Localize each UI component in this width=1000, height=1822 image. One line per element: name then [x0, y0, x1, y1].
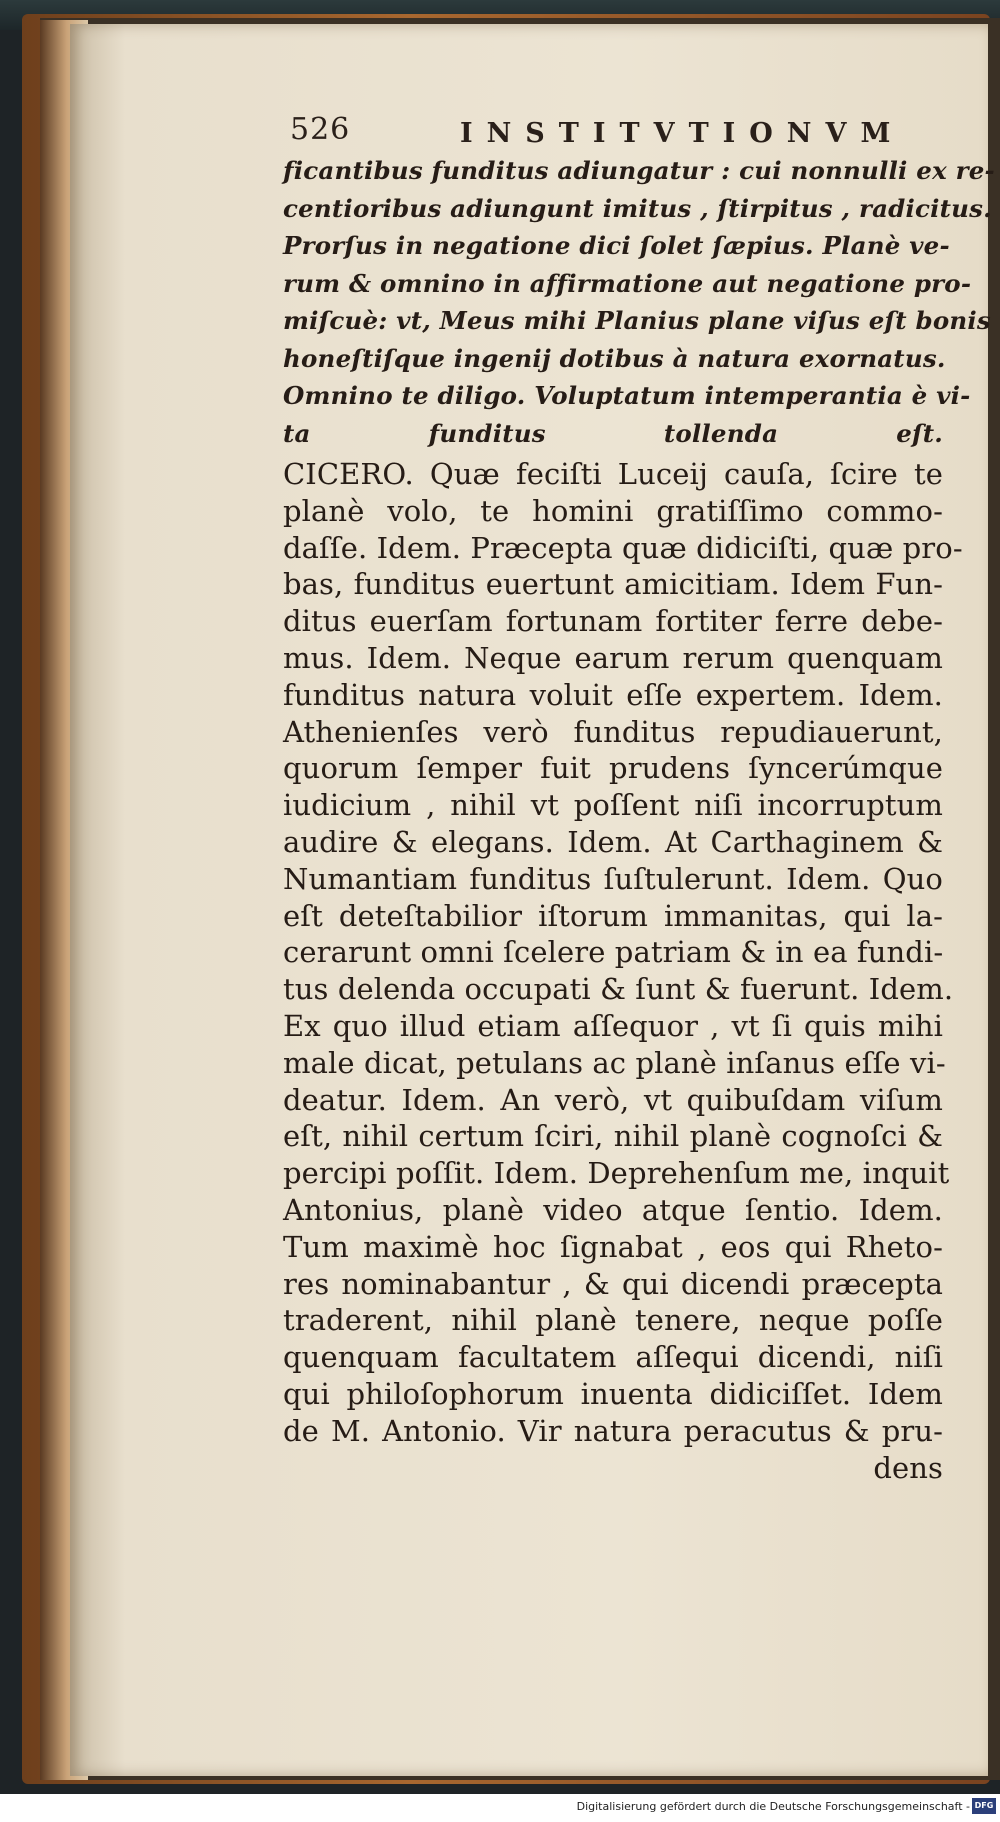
text-line: Prorſus in negatione dici ſolet ſæpius. Planè ve-: [283, 231, 950, 260]
text-line: deatur. Idem. An verò, vt quibuſdam viſum: [283, 1082, 943, 1117]
text-line: CICERO. Quæ feciſti Luceij cauſa, ſcire te: [283, 457, 943, 491]
page-number: 526: [290, 112, 351, 147]
dfg-logo: DFG: [972, 1798, 996, 1814]
text-line: res nominabantur , & qui dicendi præcepta: [283, 1266, 943, 1301]
digitization-footer: [0, 1794, 1000, 1822]
text-line: eſt, nihil certum ſciri, nihil planè cognoſci &: [283, 1119, 943, 1154]
text-line: de M. Antonio. Vir natura peracutus & pru-: [283, 1413, 943, 1448]
text-line: iudicium , nihil vt poſſent niſi incorruptum: [283, 788, 943, 823]
catchword: dens: [873, 1450, 943, 1485]
text-line: funditus natura voluit eſſe expertem. Idem.: [283, 677, 943, 712]
text-line: ta funditus tollenda eſt.: [283, 418, 943, 448]
text-line: quenquam facultatem aſſequi dicendi, niſi: [283, 1340, 943, 1375]
text-line: quorum ſemper fuit prudens ſyncerúmque: [283, 751, 943, 786]
text-line: rum & omnino in affirmatione aut negatione pro-: [283, 268, 972, 298]
funding-credit: Digitalisierung gefördert durch die Deutsche Forschungsgemeinschaft -: [576, 1800, 970, 1813]
text-line: ficantibus funditus adiungatur : cui nonnulli ex re-: [283, 156, 995, 185]
text-line: eſt deteſtabilior iſtorum immanitas, qui la-: [283, 898, 943, 933]
text-line: Athenienſes verò funditus repudiauerunt,: [283, 714, 943, 749]
page-text: [283, 152, 995, 1486]
text-line: ditus euerſam fortunam fortiter ferre debe-: [283, 604, 943, 639]
text-line: percipi poſſit. Idem. Deprehenſum me, inquit: [283, 1156, 950, 1191]
running-head: INSTITVTIONVM: [460, 118, 905, 149]
text-line: tus delenda occupati & ſunt & fuerunt. Idem.: [283, 972, 954, 1007]
roman-paragraph: [283, 456, 963, 1450]
text-line: daſſe. Idem. Præcepta quæ didiciſti, quæ pro-: [283, 530, 963, 565]
text-line: Tum maximè hoc ſignabat , eos qui Rheto-: [283, 1229, 943, 1264]
text-line: centioribus adiungunt imitus , ſtirpitus , radicitus.: [283, 193, 992, 223]
text-line: honeſtiſque ingenij dotibus à natura exornatus.: [283, 343, 946, 373]
text-line: mus. Idem. Neque earum rerum quenquam: [283, 640, 943, 675]
text-line: planè volo, te homini gratiſſimo commo-: [283, 493, 943, 528]
text-line: bas, funditus euertunt amicitiam. Idem Fun-: [283, 567, 943, 602]
text-line: male dicat, petulans ac planè inſanus eſſe vi-: [283, 1045, 946, 1080]
text-line: Omnino te diligo. Voluptatum intemperantia è vi-: [283, 381, 971, 410]
text-line: miſcuè: vt, Meus mihi Planius plane viſus eſt bonis: [283, 306, 991, 335]
text-line: Antonius, planè video atque ſentio. Idem.: [283, 1192, 943, 1227]
text-line: Ex quo illud etiam aſſequor , vt ſi quis mihi: [283, 1008, 943, 1043]
text-line: cerarunt omni ſcelere patriam & in ea fundi-: [283, 935, 944, 970]
text-line: Numantiam funditus ſuſtulerunt. Idem. Quo: [283, 861, 943, 896]
text-line: qui philoſophorum inuenta didiciſſet. Idem: [283, 1376, 943, 1411]
italic-paragraph: [283, 152, 995, 452]
text-line: traderent, nihil planè tenere, neque poſſe: [283, 1303, 943, 1338]
text-line: audire & elegans. Idem. At Carthaginem &: [283, 824, 943, 859]
